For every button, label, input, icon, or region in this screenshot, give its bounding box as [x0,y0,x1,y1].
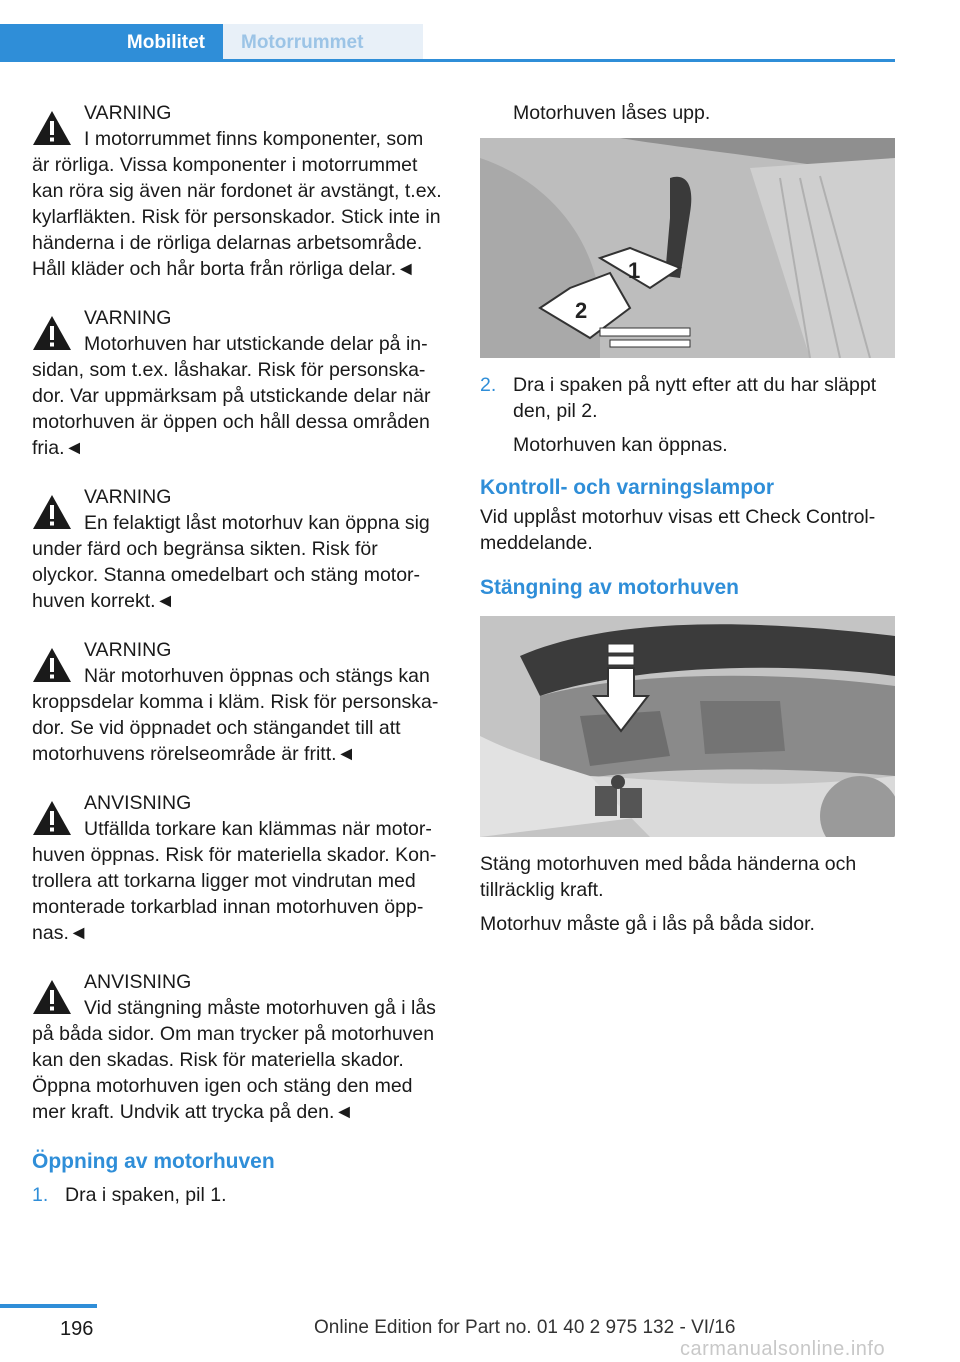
tab-motorrummet: Motorrummet [223,24,423,62]
hood-lever-illustration [480,138,895,358]
header-rule [0,59,895,62]
notice-first-line: Utfällda torkare kan klämmas när motor- [84,818,432,840]
section-heading-closing: Stängning av motorhuven [480,576,740,599]
warning-triangle-icon [32,800,72,836]
left-column [32,100,447,1216]
closing-text-2: Motorhuv måste gå i lås på båda sidor. [480,913,815,935]
warning-block [32,100,447,282]
notice-title: ANVISNING [84,971,192,993]
warning-title: VARNING [84,486,172,508]
right-column [480,100,895,945]
step-1 [32,1182,447,1208]
warning-first-line: I motorrummet finns komponenter, som [84,128,424,150]
page-header [0,0,895,62]
car-hood-illustration [480,616,895,837]
footer-rule [0,1304,97,1308]
warning-triangle-icon [32,315,72,351]
step-2-result: Motorhuven kan öppnas. [513,434,728,456]
warning-title: VARNING [84,639,172,661]
warning-block [32,305,447,461]
notice-title: ANVISNING [84,792,192,814]
warning-title: VARNING [84,102,172,124]
lamps-text: Vid upplåst motorhuv visas ett Check Control-meddelande. [480,506,876,554]
warning-triangle-icon [32,494,72,530]
notice-block [32,969,447,1125]
step-text: Dra i spaken på nytt efter att du har släppt den, pil 2. [513,374,877,422]
section-heading-opening: Öppning av motorhuven [32,1150,275,1173]
arrow-label-1: 1 [628,258,641,283]
closing-text-1: Stäng motorhuven med båda händerna och tillräcklig kraft. [480,853,857,901]
section-heading-lamps: Kontroll- och varningslampor [480,476,775,499]
warning-triangle-icon [32,110,72,146]
step-number: 2. [480,374,497,396]
warning-triangle-icon [32,979,72,1015]
figure-closing-hood [480,616,895,837]
warning-title: VARNING [84,307,172,329]
page-number: 196 [60,1318,94,1340]
warning-text: under färd och begränsa sikten. Risk för olyckor. Stanna omedelbart och stäng motorhuven korrekt.◄ [32,538,421,612]
notice-text: på båda sidor. Om man trycker på motorhuven kan den skadas. Risk för materiella skador. Öppna motorhuven igen och stäng den med mer kraft. Undvik att trycka på den.◄ [32,1023,435,1123]
watermark: carmanualsonline.info [680,1338,886,1360]
notice-first-line: Vid stängning måste motorhuven gå i lås [84,997,436,1019]
tab-mobilitet: Mobilitet [0,24,223,62]
warning-first-line: När motorhuven öppnas och stängs kan [84,665,430,687]
notice-text: huven öppnas. Risk för materiella skador. Kontrollera att torkarna ligger mot vindrutan med monterade torkarblad innan motorhuven öppnas.◄ [32,844,437,944]
notice-block [32,790,447,946]
warning-triangle-icon [32,647,72,683]
warning-text: sidan, som t.ex. låshakar. Risk för personskador. Var uppmärksam på utstickande delar när motorhuven är öppen och håll dessa områden fria.◄ [32,359,431,459]
warning-text: kroppsdelar komma i kläm. Risk för personskador. Se vid öppnadet och stängandet till att motorhuvens rörelseområde är fritt.◄ [32,691,439,765]
warning-block [32,484,447,614]
warning-text: är rörliga. Vissa komponenter i motorrummet kan röra sig även när fordonet är avstängt, t.ex. kylarfläkten. Risk för personskador. Stick inte in händerna i de rörliga delarnas arbetsområde. Håll kläder och hår borta från rörliga delar.◄ [32,154,442,280]
edition-line: Online Edition for Part no. 01 40 2 975 132 - VI/16 [314,1317,736,1338]
warning-block [32,637,447,767]
figure-hood-release-lever [480,138,895,358]
warning-first-line: Motorhuven har utstickande delar på in- [84,333,428,355]
warning-first-line: En felaktigt låst motorhuv kan öppna sig [84,512,430,534]
step-2 [480,372,895,424]
step-number: 1. [32,1184,49,1206]
step-text: Dra i spaken, pil 1. [65,1184,227,1206]
step-1-result: Motorhuven låses upp. [513,102,711,124]
arrow-label-2: 2 [575,298,588,323]
